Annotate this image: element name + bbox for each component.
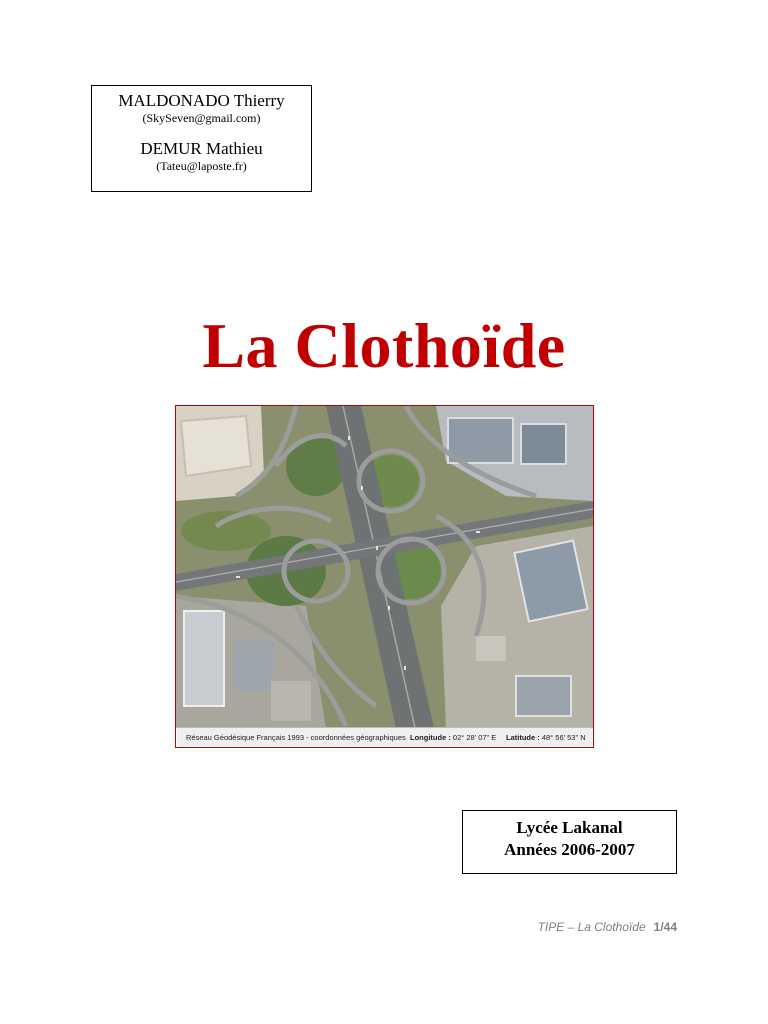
authors-box xyxy=(91,85,312,192)
document-title: La Clothoïde xyxy=(202,310,566,381)
school-box xyxy=(462,810,677,874)
author-name: MALDONADO Thierry xyxy=(118,91,285,110)
longitude-value: 02° 28' 07" E xyxy=(452,732,497,742)
longitude-label: Longitude : xyxy=(410,732,451,742)
latitude-value: 48° 56' 53" N xyxy=(541,732,586,742)
page-number: 1/44 xyxy=(653,920,677,934)
latitude-label: Latitude : xyxy=(506,732,540,742)
caption-network: Réseau Géodésique Français 1993 - coordonnées géographiques xyxy=(186,732,406,742)
footer-title: TIPE – La Clothoïde xyxy=(537,920,646,934)
school-years: Années 2006-2007 xyxy=(504,840,635,859)
caption-latitude xyxy=(506,733,592,742)
school-name: Lycée Lakanal xyxy=(516,818,623,837)
aerial-interchange-image xyxy=(176,406,593,728)
aerial-photo xyxy=(175,405,594,748)
caption-longitude xyxy=(410,733,506,742)
author-name: DEMUR Mathieu xyxy=(140,139,263,158)
author-email: (Tateu@laposte.fr) xyxy=(156,159,247,173)
author-email: (SkySeven@gmail.com) xyxy=(142,111,261,125)
page-footer xyxy=(430,920,677,934)
photo-caption-bar xyxy=(177,727,592,746)
